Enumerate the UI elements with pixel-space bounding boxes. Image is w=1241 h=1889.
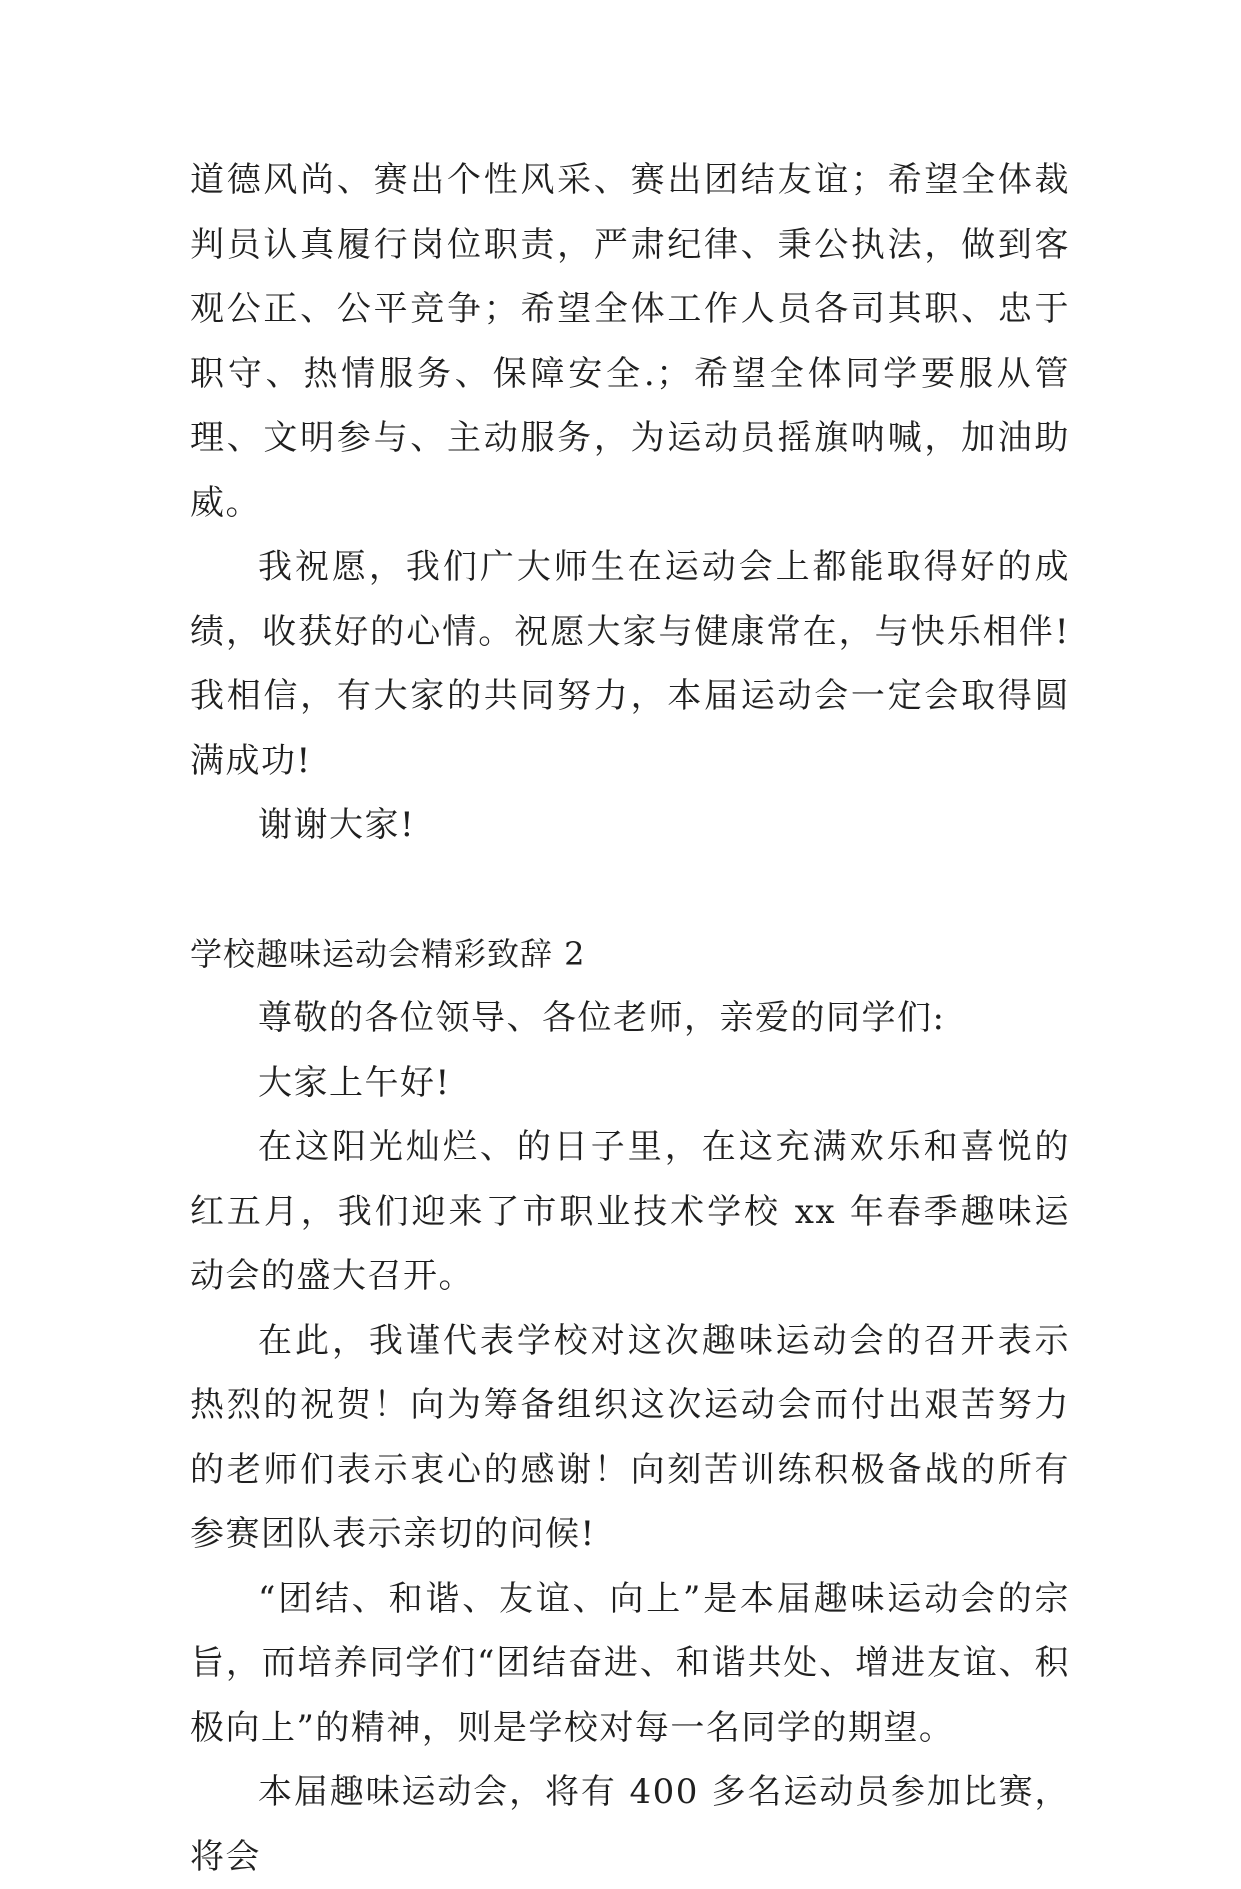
section-title: 学校趣味运动会精彩致辞 2: [190, 934, 586, 973]
paragraph-5: 大家上午好!: [258, 1062, 451, 1103]
paragraph-9: 本届趣味运动会，将有 400 多名运动员参加比赛，将会: [190, 1772, 1070, 1877]
section-gap: [190, 858, 1070, 922]
paragraph-4: 尊敬的各位领导、各位老师，亲爱的同学们:: [258, 998, 946, 1038]
paragraph-6: 在这阳光灿烂、的日子里，在这充满欢乐和喜悦的红五月，我们迎来了市职业技术学校 xx 年春季趣味运动会的盛大召开。: [190, 1127, 1070, 1296]
paragraph-3: 谢谢大家!: [258, 805, 416, 845]
paragraph-8: “团结、和谐、友谊、向上”是本届趣味运动会的宗旨，而培养同学们“团结奋进、和谐共处、增进友谊、积极向上”的精神，则是学校对每一名同学的期望。: [190, 1578, 1070, 1748]
document-body: [190, 148, 1070, 1889]
paragraph-2: 我祝愿，我们广大师生在运动会上都能取得好的成绩，收获好的心情。祝愿大家与健康常在，与快乐相伴!我相信，有大家的共同努力，本届运动会一定会取得圆满成功!: [190, 547, 1070, 781]
paragraph-7: 在此，我谨代表学校对这次趣味运动会的召开表示热烈的祝贺！向为筹备组织这次运动会而付出艰苦努力的老师们表示衷心的感谢！向刻苦训练积极备战的所有参赛团队表示亲切的问候!: [190, 1320, 1070, 1554]
paragraph-1: 道德风尚、赛出个性风采、赛出团结友谊；希望全体裁判员认真履行岗位职责，严肃纪律、秉公执法，做到客观公正、公平竞争；希望全体工作人员各司其职、忠于职守、热情服务、保障安全.；希望全体同学要服从管理、文明参与、主动服务，为运动员摇旗呐喊，加油助威。: [190, 160, 1070, 523]
